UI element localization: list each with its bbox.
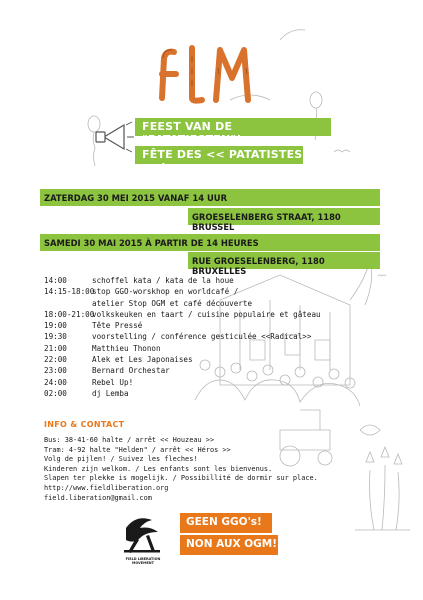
program-row [44, 320, 321, 331]
bird-icon [378, 275, 386, 276]
info-arrows: Volg de pijlen! / Suivez les fleches! [44, 455, 198, 464]
headline-dutch: FEEST VAN DE "PATATIESTEN"! [135, 118, 331, 136]
program-list [44, 275, 321, 399]
program-time: 22:00 [44, 355, 67, 365]
program-time [44, 298, 92, 309]
bird-icon [334, 150, 350, 152]
website-link[interactable]: http://www.fieldliberation.org [44, 483, 169, 492]
info-list [44, 436, 318, 503]
info-title: INFO & CONTACT [44, 420, 125, 429]
email-link[interactable]: field.liberation@gmail.com [44, 493, 152, 502]
program-row [44, 343, 321, 354]
program-row [44, 365, 321, 376]
program-activity: volkskeuken en taart / cuisine populaire et gâteau [92, 309, 321, 319]
organization-name [118, 557, 168, 565]
program-activity: stop GGO-worskhop en worldcafé / [92, 287, 239, 297]
program-row [44, 275, 321, 286]
program-time: 23:00 [44, 366, 67, 376]
info-bus: Bus: 38-41-60 halte / arrêt << Houzeau >> [44, 436, 215, 444]
headline-french: FÊTE DES << PATATISTES >>! [135, 146, 303, 164]
balloon-icon [88, 116, 100, 132]
megaphone-icon [96, 122, 134, 152]
program-activity: voorstelling / conférence gesticulée <<Radical>> [92, 332, 312, 342]
slogan-french: NON AUX OGM! [180, 535, 278, 555]
program-time: 14:15-18:00 [44, 287, 95, 297]
field-liberation-logo [120, 510, 164, 560]
program-time: 02:00 [44, 388, 67, 398]
program-activity: Tête Pressé [92, 321, 143, 331]
organization-name-line2: MOVEMENT [132, 561, 154, 565]
program-activity: Bernard Orchestar [92, 366, 170, 376]
info-children: Kinderen zijn welkom. / Les enfants sont les bienvenus. [44, 464, 273, 473]
info-tram: Tram: 4-92 halte "Helden" / arrêt << Héros >> [44, 445, 231, 454]
program-time: 19:00 [44, 321, 67, 331]
flm-logo [150, 38, 270, 108]
program-row [44, 377, 321, 388]
balloon-icon [310, 92, 322, 108]
program-row [44, 286, 321, 297]
program-time: 19:30 [44, 332, 67, 342]
date-french: SAMEDI 30 MAI 2015 À PARTIR DE 14 HEURES [40, 234, 380, 251]
program-row [44, 354, 321, 365]
program-row [44, 331, 321, 342]
program-time: 18:00-21:00 [44, 309, 95, 319]
program-activity: Matthieu Thonon [92, 343, 161, 353]
program-row [44, 388, 321, 399]
info-sleeping: Slapen ter plekke is mogelijk. / Possibillité de dormir sur place. [44, 474, 318, 483]
program-activity: dj Lemba [92, 388, 129, 398]
slogan-dutch: GEEN GGO's! [180, 513, 272, 533]
program-row [44, 309, 321, 320]
organization-name-line1: FIELD LIBERATION [125, 557, 161, 561]
date-dutch: ZATERDAG 30 MEI 2015 VANAF 14 UUR [40, 189, 380, 206]
program-row [44, 298, 321, 309]
program-activity: schoffel kata / kata de la houe [92, 276, 234, 285]
program-activity: atelier Stop OGM et café découverte [92, 298, 253, 308]
place-dutch: GROESELENBERG STRAAT, 1180 BRUSSEL [188, 208, 380, 225]
program-activity: Rebel Up! [92, 377, 134, 387]
program-time: 21:00 [44, 343, 67, 353]
program-activity: Alek et Les Japonaises [92, 355, 193, 365]
program-time: 14:00 [44, 276, 67, 285]
place-french: RUE GROESELENBERG, 1180 BRUXELLES [188, 252, 380, 269]
program-time: 24:00 [44, 377, 67, 387]
